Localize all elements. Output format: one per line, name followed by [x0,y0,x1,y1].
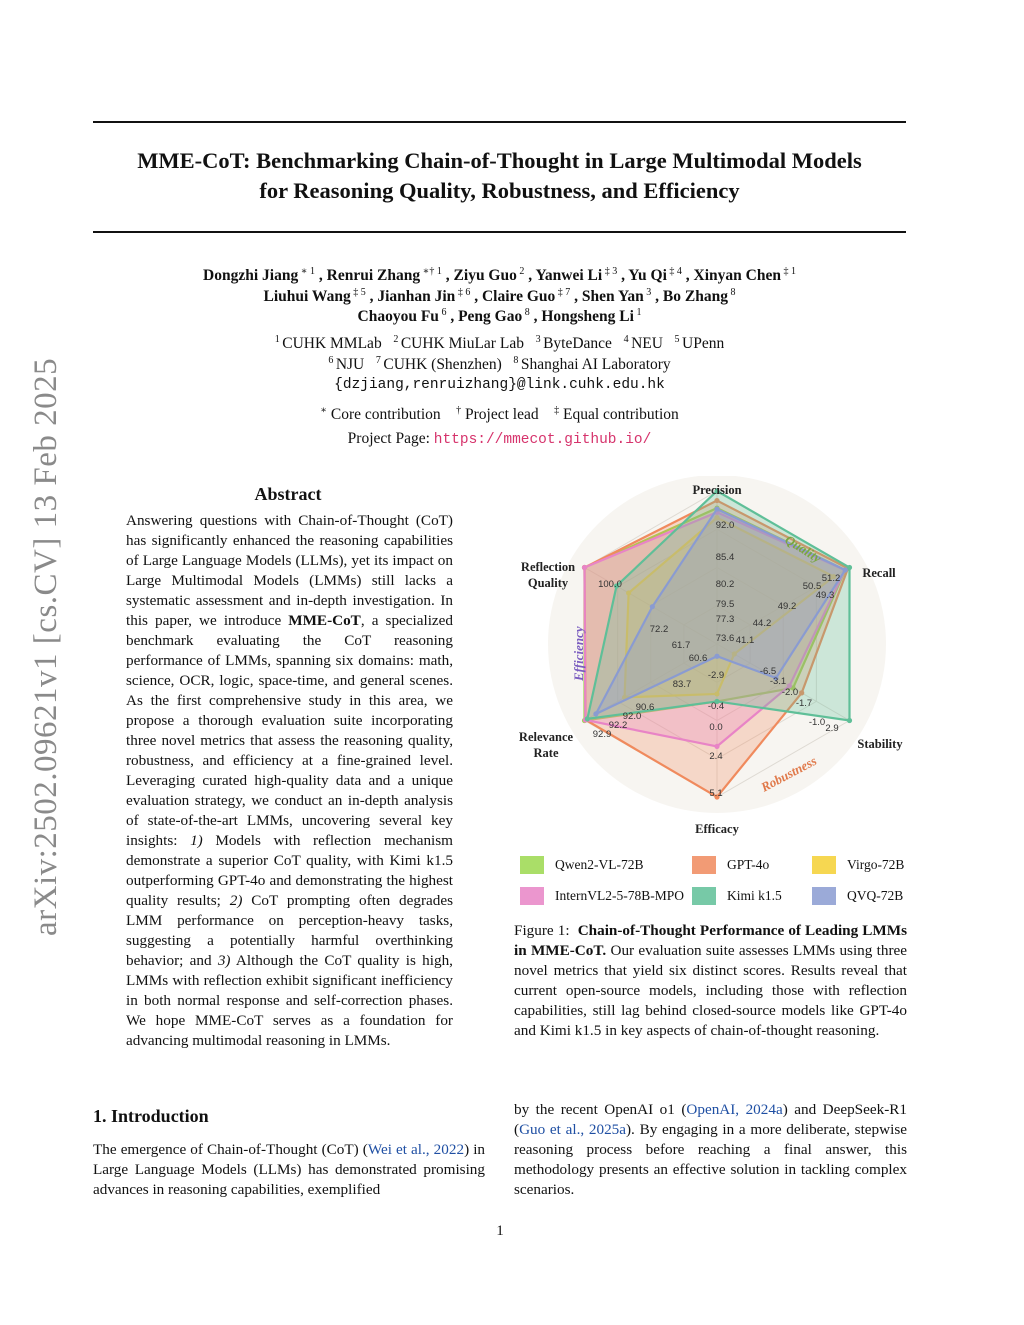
affiliation-name: NJU [335,355,365,373]
legend-label: Kimi k1.5 [727,888,782,903]
author-name: Renrui Zhang [326,267,421,284]
legend-swatch [812,856,836,874]
note-lead: Project lead [465,406,539,423]
value-label: 90.6 [635,702,655,713]
value-label: 79.5 [715,599,735,610]
affiliation-name: UPenn [682,335,725,352]
legend-label: QVQ-72B [847,888,904,903]
data-point [847,718,852,723]
legend-swatch [520,856,544,874]
data-point [585,716,590,721]
axis-label: Recall [862,566,896,580]
value-label: 44.2 [752,618,772,629]
value-label: 0.0 [709,722,723,733]
value-label: 92.2 [608,720,628,731]
legend-item [692,887,782,905]
value-label: 2.9 [825,723,839,734]
legend-label: InternVL2-5-78B-MPO [555,888,684,903]
data-point [714,506,719,511]
data-point [714,654,719,659]
author-name: Claire Guo [481,287,556,305]
author-name: Ziyu Guo [453,267,517,284]
note-core: Core contribution [330,406,441,423]
legend-item [692,856,769,874]
value-label: 85.4 [715,552,735,563]
group-label-quality: Quality [782,531,825,566]
author-name: Liuhui Wang [263,287,351,305]
author-notes: ∗ Core contribution † Project lead ‡ Equal contribution Project Page: https://mmecot.github.io/ [320,404,679,448]
title-bottom-rule [93,231,906,233]
arxiv-stamp: arXiv:2502.09621v1 [cs.CV] 13 Feb 2025 [28,357,64,936]
legend-swatch [520,887,544,905]
email: {dzjiang,renruizhang}@link.cuhk.edu.hk [334,377,665,393]
affiliation-name: ByteDance [543,335,612,352]
author-name: Yu Qi [628,267,667,284]
affiliation-name: CUHK MiuLar Lab [400,335,524,352]
data-point [650,604,655,609]
project-page-label: Project Page: [347,430,430,447]
paper-title [93,146,906,206]
axis-label: Reflection Quality [520,560,576,590]
author-name: Peng Gao [458,308,523,325]
value-label: 50.5 [802,581,822,592]
citation-wei[interactable]: Wei et al., 2022 [367,1141,465,1158]
value-label: 72.2 [649,624,669,635]
axis-label: Efficacy [695,822,739,836]
value-label: 100.0 [598,579,622,590]
value-label: 49.3 [815,590,835,601]
legend-item [812,887,903,905]
affiliation-name: CUHK MMLab [282,335,382,352]
author-name: Yanwei Li [535,267,603,284]
intro-heading: 1. Introduction [93,1106,209,1126]
legend-item [520,887,684,905]
legend-item [520,856,643,874]
data-point [582,565,587,570]
data-point [714,744,719,749]
author-name: Shen Yan [581,287,644,305]
value-label: 80.2 [715,579,735,590]
value-label: 83.7 [672,679,692,690]
legend-swatch [692,856,716,874]
value-label: -3.1 [769,676,787,687]
value-label: 92.0 [622,711,642,722]
value-label: 92.0 [715,520,735,531]
citation-guo[interactable]: Guo et al., 2025a [519,1121,626,1138]
author-name: Hongsheng Li [541,308,634,325]
citation-openai[interactable]: OpenAI, 2024a [686,1101,783,1118]
value-label: -1.0 [808,717,826,728]
title-line-1: MME-CoT: Benchmarking Chain-of-Thought in Large Multimodal Models [137,148,862,173]
affiliation-name: CUHK (Shenzhen) [383,355,502,373]
legend-item [812,856,904,874]
value-label: 60.6 [688,653,708,664]
value-label: -6.5 [759,666,777,677]
abstract-body: Answering questions with Chain-of-Thought (CoT) has significantly enhanced the reasoning capabilities of Large Language Models (LLMs), yet its impact on Large Multimodal Models (LMMs) still lacks a systematic assessment and in-depth investigation. In this paper, we introduce MME-CoT, a specialized benchmark evaluating the CoT reasoning performance of LMMs, spanning six domains: math, science, OCR, logic, space-time, and general scenes. As the first comprehensive study in this area, we propose a thorough evaluation suite incorporating three novel metrics that assess the reasoning quality, robustness, and efficiency at a fine-grained level. Leveraging curated high-quality data and a unique evaluation strategy, we conduct an in-depth analysis of state-of-the-art LMMs, uncovering several key insights: 1) Models with reflection mechanism demonstrate a superior CoT quality, with Kimi k1.5 outperforming GPT-4o and demonstrating the highest quality results; 2) CoT prompting often degrades LMM performance on perception-heavy tasks, suggesting a potentially harmful overthinking behavior; and 3) Although the CoT quality is high, LMMs with reflection exhibit significant inefficiency in both normal response and self-correction phases. We hope MME-CoT serves as a foundation for advancing multimodal reasoning in LMMs. [126,512,454,1049]
legend-swatch [812,887,836,905]
value-label: 92.9 [592,729,612,740]
author-name: Dongzhi Jiang [203,267,299,284]
group-label-efficiency: Efficiency [571,626,586,681]
data-point [593,711,598,716]
value-label: 73.6 [715,633,735,644]
legend-label: Qwen2-VL-72B [555,857,644,872]
value-label: 2.4 [709,751,723,762]
affiliations: $^1$ CUHK MMLab $^2$ CUHK MiuLar Lab $^3$ ByteDance $^4$ NEU $^5$ UPenn $^6$ NJU $^7$ CUHK (Shenzhen) $^8$ Shanghai AI Laboratory {dzjiang,renruizhang}@link.cuhk.edu.hk [93,334,906,396]
affiliation-name: NEU [631,335,663,352]
legend-label: Virgo-72B [847,857,905,872]
value-label: -1.7 [795,698,813,709]
abstract-heading: Abstract [254,484,322,504]
legend-label: GPT-4o [727,857,770,872]
value-label: 41.1 [735,635,755,646]
top-rule [93,121,906,123]
page-number: 1 [496,1223,504,1239]
author-name: Bo Zhang [662,287,728,305]
axis-label: Stability [857,737,903,751]
author-name: Chaoyou Fu [357,308,439,325]
radar-chart [506,476,918,846]
author-name: Xinyan Chen [693,267,781,284]
axis-label: Relevance Rate [518,730,574,760]
value-label: 61.7 [671,640,691,651]
value-label: 49.2 [777,601,797,612]
project-page-link[interactable]: https://mmecot.github.io/ [433,432,652,448]
legend-swatch [692,887,716,905]
value-label: 5.1 [709,788,723,799]
note-equal: Equal contribution [563,406,679,423]
value-label: 77.3 [715,614,735,625]
value-label: -2.9 [707,670,725,681]
axis-label: Precision [692,483,742,497]
data-point [843,567,848,572]
radar-figure [506,476,918,916]
author-list: Dongzhi Jiang $^{∗ 1}$ , Renrui Zhang $^{∗\dagger 1}$ , Ziyu Guo $^2$ , Yanwei Li $^{\ddagger 3}$ , Yu Qi $^{\ddagger 4}$ , Xinyan Chen $^{\ddagger 1}$ Liuhui Wang $^{\ddagger 5}$ , Jianhan Jin $^{\ddagger 6}$ , Claire Guo $^{\ddagger 7}$ , Shen Yan $^3$ , Bo Zhang $^8$ Chaoyou Fu $^6$ , Peng Gao $^8$ , Hongsheng Li $^1$ [203,265,796,325]
title-line-2: for Reasoning Quality, Robustness, and Efficiency [259,178,740,203]
intro-paragraph-left: The emergence of Chain-of-Thought (CoT) (Wei et al., 2022) in Large Language Models (LLMs) has demonstrated promising advances in reasoning capabilities, exemplified [93,1141,486,1198]
value-label: 51.2 [821,573,841,584]
value-label: -2.0 [781,687,799,698]
group-label-robustness: Robustness [758,752,820,795]
intro-paragraph-right: by the recent OpenAI o1 (OpenAI, 2024a) and DeepSeek-R1 (Guo et al., 2025a). By engaging in a more deliberate, stepwise reasoning process before reaching a final answer, this methodology presents an effective solution in tackling complex scenarios. [514,1101,907,1198]
affiliation-name: Shanghai AI Laboratory [520,355,671,373]
value-label: -0.4 [707,701,725,712]
chart-legend [520,854,910,910]
author-name: Jianhan Jin [377,287,456,305]
figure-caption: Figure 1: Chain-of-Thought Performance of Leading LMMs in MME-CoT. Our evaluation suite assesses LMMs using three novel metrics that yield six distinct scores. Results reveal that current open-source models, including those with reflection capabilities, still lag behind closed-source models like GPT-4o and Kimi k1.5 in key aspects of chain-of-thought reasoning. [514,922,908,1039]
